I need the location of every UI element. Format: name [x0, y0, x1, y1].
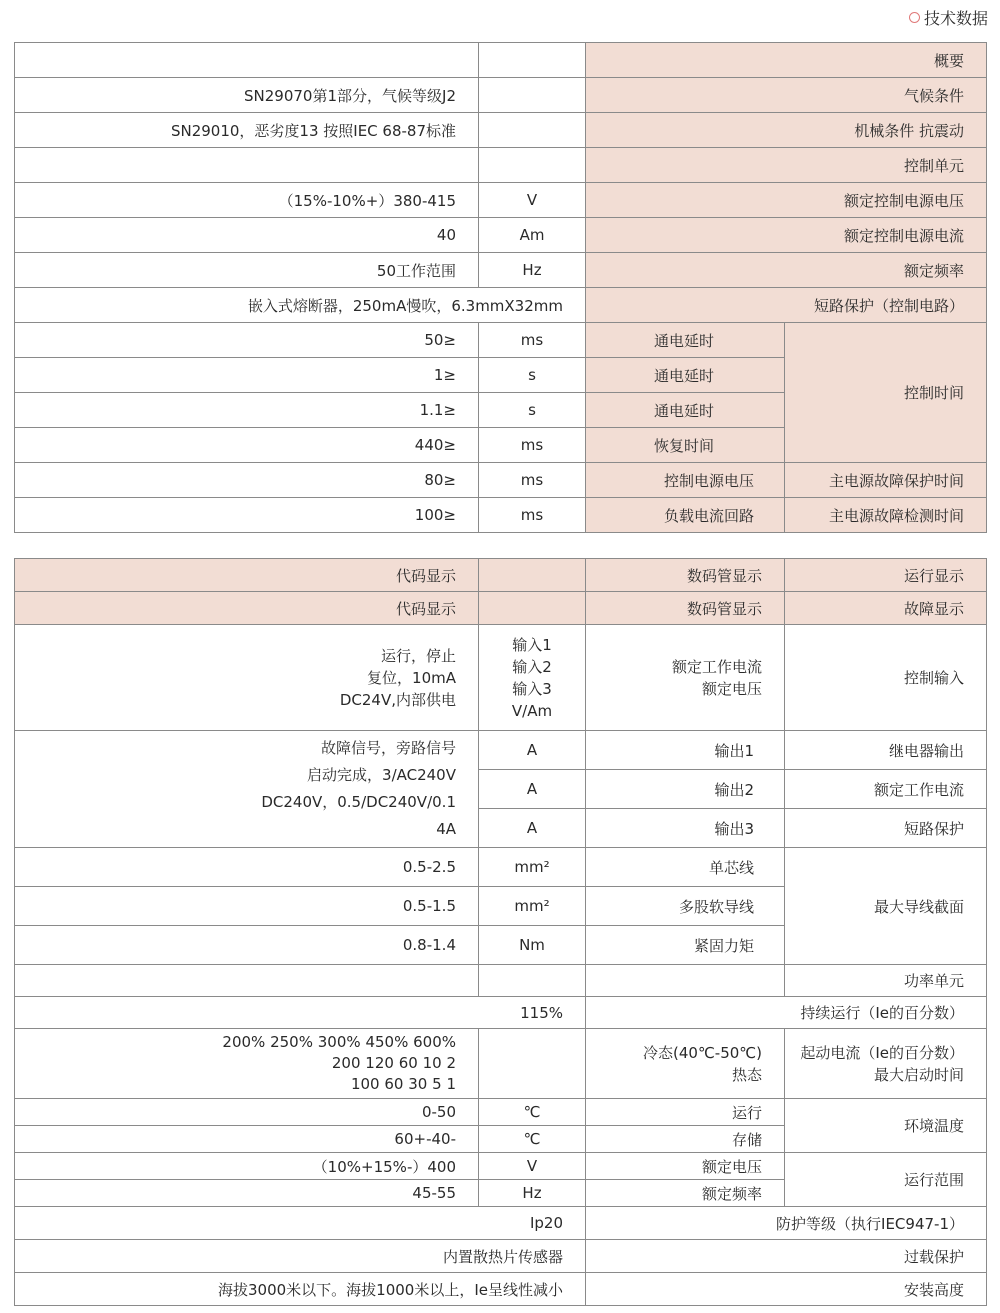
row-unit: Hz [479, 1180, 586, 1207]
row-label: 安装高度 [586, 1273, 987, 1306]
row-unit: mm² [479, 887, 586, 926]
row-value: ≤100 [15, 498, 479, 533]
row-value: 45-55 [15, 1180, 479, 1207]
row-unit: Nm [479, 926, 586, 965]
row-sublabel: 通电延时 [586, 393, 785, 428]
row-unit: ms [479, 498, 586, 533]
table-row [15, 1153, 987, 1180]
row-sublabel: 通电延时 [586, 323, 785, 358]
table-row [15, 253, 987, 288]
row-label: 控制输入 [785, 625, 987, 731]
row-label: 短路保护（控制电路） [586, 288, 987, 323]
table-row [15, 1240, 987, 1273]
row-value: ≤80 [15, 463, 479, 498]
row-sublabel: 控制电源电压 [586, 463, 785, 498]
row-value: ≤440 [15, 428, 479, 463]
table-row [15, 148, 987, 183]
technical-data-table-1 [14, 42, 987, 533]
row-sublabel: 运行 [586, 1099, 785, 1126]
row-unit: 输入1 输入2 输入3 V/Am [479, 625, 586, 731]
row-sublabel: 输出1 [586, 731, 785, 770]
row-label: 最大导线截面 [785, 848, 987, 965]
table-row [15, 43, 987, 78]
row-value: 50工作范围 [15, 253, 479, 288]
row-label: 控制时间 [785, 323, 987, 463]
circle-bullet-icon [909, 12, 920, 23]
row-value: ≤1 [15, 358, 479, 393]
row-label: 防护等级（执行IEC947-1） [586, 1207, 987, 1240]
row-value: 内置散热片传感器 [15, 1240, 586, 1273]
section-title-text: 技术数据 [923, 9, 988, 28]
table-row [15, 1273, 987, 1306]
row-label: 运行范围 [785, 1153, 987, 1207]
table-row [15, 113, 987, 148]
row-value: Ip20 [15, 1207, 586, 1240]
table-row [15, 1099, 987, 1126]
row-label: 主电源故障保护时间 [785, 463, 987, 498]
row-label: 额定控制电源电压 [586, 183, 987, 218]
row-unit: ℃ [479, 1099, 586, 1126]
row-label: 功率单元 [785, 965, 987, 997]
table-row [15, 965, 987, 997]
row-unit: A [479, 731, 586, 770]
row-label: 运行显示 [785, 559, 987, 592]
row-unit: s [479, 393, 586, 428]
row-sublabel: 恢复时间 [586, 428, 785, 463]
section-title [909, 6, 988, 29]
row-value: 海拔3000米以下。海拔1000米以上，Ie呈线性减小 [15, 1273, 586, 1306]
row-unit: V [479, 1153, 586, 1180]
row-sublabel: 存储 [586, 1126, 785, 1153]
row-sublabel: 数码管显示 [586, 592, 785, 625]
row-value: 380-415（+10%-15%） [15, 183, 479, 218]
row-value: 嵌入式熔断器，250mA慢吹，6.3mmX32mm [15, 288, 586, 323]
table-row [15, 625, 987, 731]
row-sublabel: 数码管显示 [586, 559, 785, 592]
row-unit: ms [479, 463, 586, 498]
table-row [15, 1029, 987, 1099]
table-row [15, 592, 987, 625]
row-unit: Hz [479, 253, 586, 288]
row-value: 115% [15, 997, 586, 1029]
row-sublabel: 额定工作电流 额定电压 [586, 625, 785, 731]
row-unit: A [479, 809, 586, 848]
table-row [15, 848, 987, 887]
row-value: SN29010，恶劣度13 按照IEC 68-87标准 [15, 113, 479, 148]
row-sublabel: 负载电流回路 [586, 498, 785, 533]
table-row [15, 288, 987, 323]
row-unit: ms [479, 428, 586, 463]
row-value: 0-50 [15, 1099, 479, 1126]
row-sublabel: 额定频率 [586, 1180, 785, 1207]
row-unit: s [479, 358, 586, 393]
row-unit: V [479, 183, 586, 218]
row-unit: ms [479, 323, 586, 358]
row-value: 故障信号，旁路信号 启动完成，3/AC240V 0.1/DC240V，0.5/DC240V 4A [15, 731, 479, 848]
row-unit: mm² [479, 848, 586, 887]
row-label: 过载保护 [586, 1240, 987, 1273]
row-sublabel: 紧固力矩 [586, 926, 785, 965]
technical-data-table-2 [14, 558, 987, 1306]
row-unit: ℃ [479, 1126, 586, 1153]
row-label: 环境温度 [785, 1099, 987, 1153]
row-sublabel: 额定电压 [586, 1153, 785, 1180]
row-sublabel: 多股软导线 [586, 887, 785, 926]
row-value: 运行，停止 复位，10mA DC24V,内部供电 [15, 625, 479, 731]
row-sublabel: 冷态(40℃-50℃) 热态 [586, 1029, 785, 1099]
table-row [15, 463, 987, 498]
row-value: 0.5-1.5 [15, 887, 479, 926]
row-value: 代码显示 [15, 592, 479, 625]
row-value: 0.5-2.5 [15, 848, 479, 887]
row-sublabel: 输出2 [586, 770, 785, 809]
row-sublabel: 输出3 [586, 809, 785, 848]
row-value: 0.8-1.4 [15, 926, 479, 965]
row-unit: A [479, 770, 586, 809]
row-label: 控制单元 [586, 148, 987, 183]
table-row [15, 323, 987, 358]
table-row [15, 183, 987, 218]
table-row [15, 997, 987, 1029]
row-label: 机械条件 抗震动 [586, 113, 987, 148]
table-row [15, 78, 987, 113]
table-row [15, 559, 987, 592]
row-value: ≤50 [15, 323, 479, 358]
row-label: 持续运行（Ie的百分数） [586, 997, 987, 1029]
row-label: 气候条件 [586, 78, 987, 113]
row-label: 额定工作电流 [785, 770, 987, 809]
row-value: 代码显示 [15, 559, 479, 592]
row-unit: Am [479, 218, 586, 253]
row-sublabel: 通电延时 [586, 358, 785, 393]
table-row [15, 218, 987, 253]
row-label: 短路保护 [785, 809, 987, 848]
row-value: 40 [15, 218, 479, 253]
row-label: 额定控制电源电流 [586, 218, 987, 253]
table-row [15, 1207, 987, 1240]
row-value: 400（-15%+10%） [15, 1153, 479, 1180]
row-label: 概要 [586, 43, 987, 78]
row-label: 起动电流（Ie的百分数） 最大启动时间 [785, 1029, 987, 1099]
row-label: 故障显示 [785, 592, 987, 625]
row-value: -40-+60 [15, 1126, 479, 1153]
row-label: 主电源故障检测时间 [785, 498, 987, 533]
table-row [15, 731, 987, 770]
row-label: 额定频率 [586, 253, 987, 288]
row-value: 600% 450% 300% 250% 200% 2 10 60 120 200 1 5 30 60 100 [15, 1029, 479, 1099]
row-value: ≤1.1 [15, 393, 479, 428]
table-row [15, 498, 987, 533]
row-label: 继电器输出 [785, 731, 987, 770]
row-sublabel: 单芯线 [586, 848, 785, 887]
row-value: SN29070第1部分，气候等级J2 [15, 78, 479, 113]
